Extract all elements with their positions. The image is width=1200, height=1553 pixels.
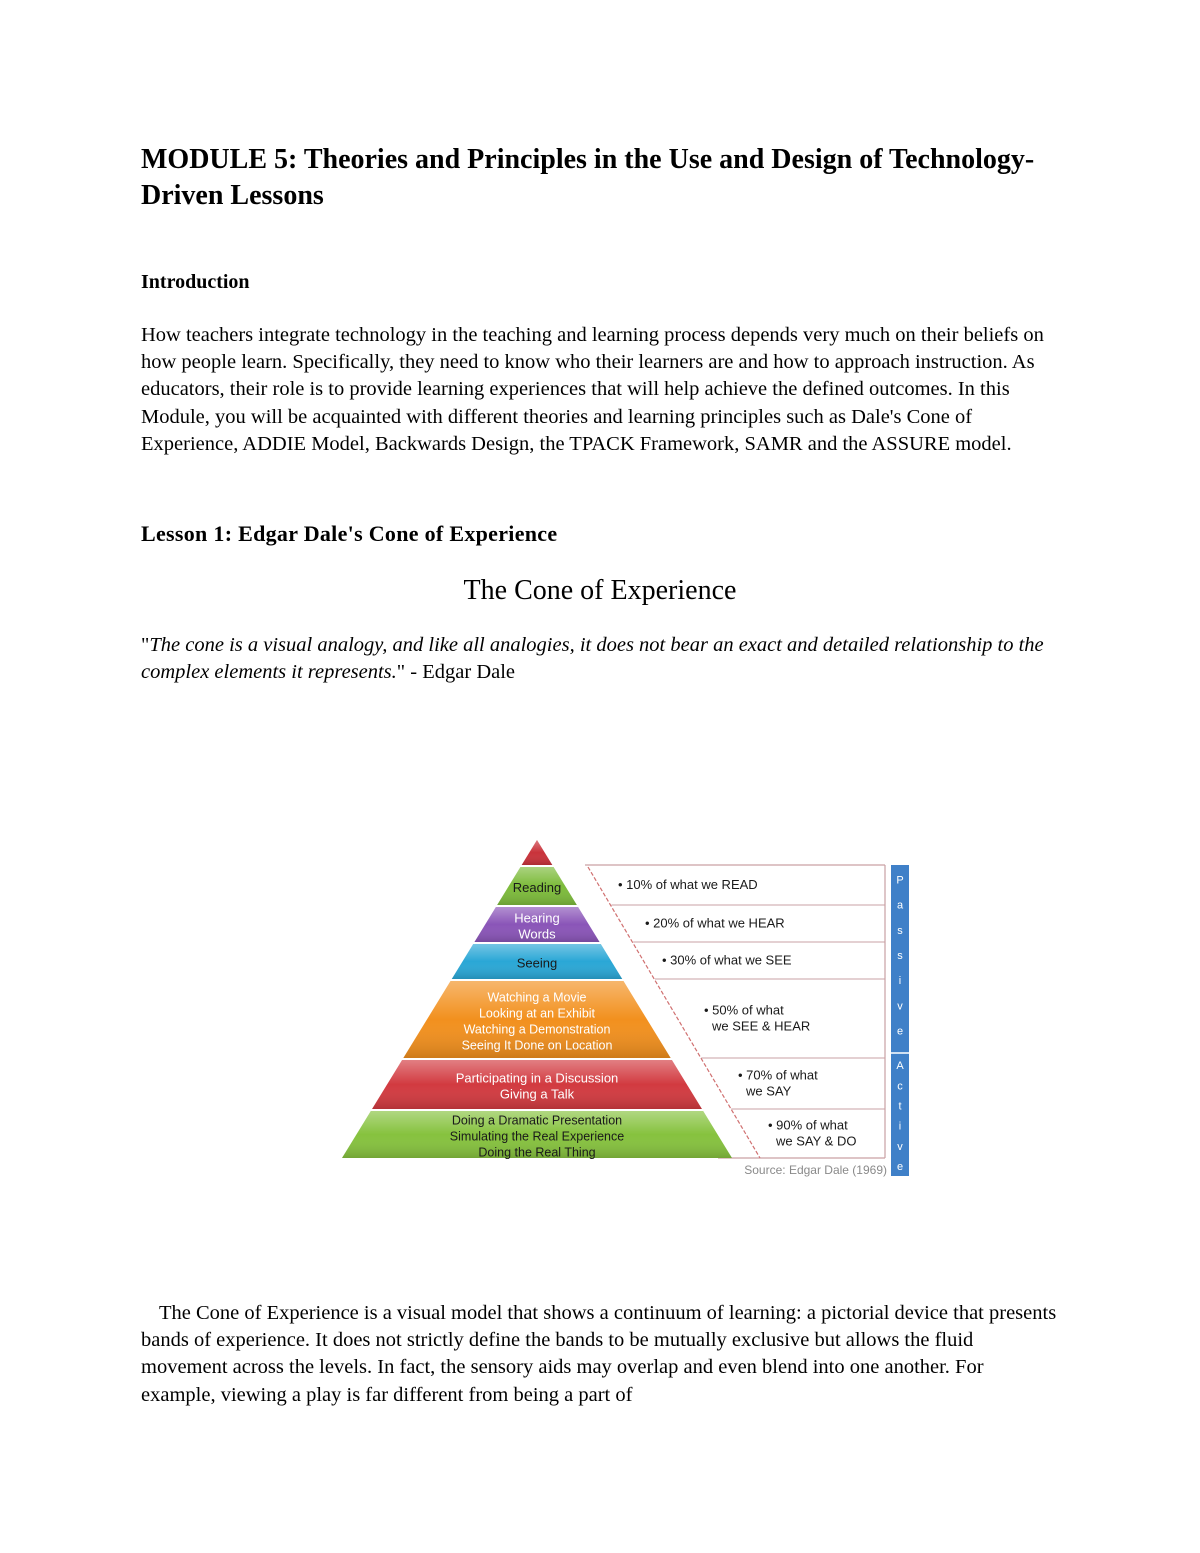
dale-quote xyxy=(141,632,1061,686)
cone-tier-label: Giving a Talk xyxy=(499,1086,575,1102)
retention-label: • 20% of what we HEAR xyxy=(645,915,785,931)
quote-text: The cone is a visual analogy, and like all analogies, it does not bear an exact and detailed relationship to the complex elements it represents. xyxy=(141,634,1044,684)
figure-source: Source: Edgar Dale (1969) xyxy=(744,1163,887,1177)
body-paragraph: The Cone of Experience is a visual model that shows a continuum of learning: a pictorial device that presents bands of experience. It does not strictly define the bands to be mutually exclusive but allows the fluid movement across the levels. In fact, the sensory aids may overlap and even blend into one another. For example, viewing a play is far different from being a part of xyxy=(141,1302,1057,1406)
cone-tier-label: Seeing xyxy=(516,955,558,971)
cone-tier-shading-0 xyxy=(522,840,553,865)
retention-label: • 10% of what we READ xyxy=(618,877,758,892)
cone-tier-label: Reading xyxy=(512,880,562,895)
cone-tier-label: Looking at an Exhibit xyxy=(478,1006,596,1021)
lesson-heading: Lesson 1: Edgar Dale's Cone of Experience xyxy=(141,521,558,546)
active-label: A c t i v e xyxy=(896,1060,904,1173)
cone-tier-label: Seeing It Done on Location xyxy=(461,1038,613,1053)
retention-label: • 90% of what xyxy=(768,1117,848,1133)
cone-diagram xyxy=(340,836,915,1181)
quote-open-mark: " xyxy=(141,634,150,656)
introduction-paragraph: How teachers integrate technology in the teaching and learning process depends very much on their beliefs on how people learn. Specifically, they need to know who their learners are and how to approach instruction. As educators, their role is to provide learning experiences that will help achieve the defined outcomes. In this Module, you will be acquainted with different theories and learning principles such as Dale's Cone of Experience, ADDIE Model, Backwards Design, the TPACK Framework, SAMR and the ASSURE model. xyxy=(141,324,1044,455)
retention-label: we SEE & HEAR xyxy=(712,1018,811,1034)
retention-label: • 30% of what we SEE xyxy=(662,952,792,968)
retention-label: • 70% of what xyxy=(738,1067,818,1083)
cone-tier-label: Watching a Movie xyxy=(487,990,587,1005)
cone-tier-label: Simulating the Real Experience xyxy=(449,1129,625,1144)
cone-tier-label: Watching a Demonstration xyxy=(463,1022,611,1037)
cone-tier-label: Doing the Real Thing xyxy=(478,1145,596,1160)
cone-tier-label: Participating in a Discussion xyxy=(455,1070,619,1086)
retention-label: we SAY xyxy=(746,1083,792,1099)
cone-tier-label: Words xyxy=(518,926,556,942)
cone-of-experience-figure xyxy=(340,836,915,1181)
cone-tier-label: Hearing xyxy=(514,910,560,926)
cone-title: The Cone of Experience xyxy=(463,575,737,606)
quote-close-mark: " xyxy=(396,661,406,684)
quote-attribution: - Edgar Dale xyxy=(405,661,516,684)
cone-tier-label: Doing a Dramatic Presentation xyxy=(451,1113,623,1128)
retention-label: we SAY & DO xyxy=(776,1133,857,1149)
passive-label: P a s s i v e xyxy=(896,874,904,1038)
retention-label: • 50% of what xyxy=(704,1002,784,1018)
introduction-heading: Introduction xyxy=(141,271,250,293)
module-title: MODULE 5: Theories and Principles in the Use and Design of Technology-Driven Lessons xyxy=(141,144,1035,211)
